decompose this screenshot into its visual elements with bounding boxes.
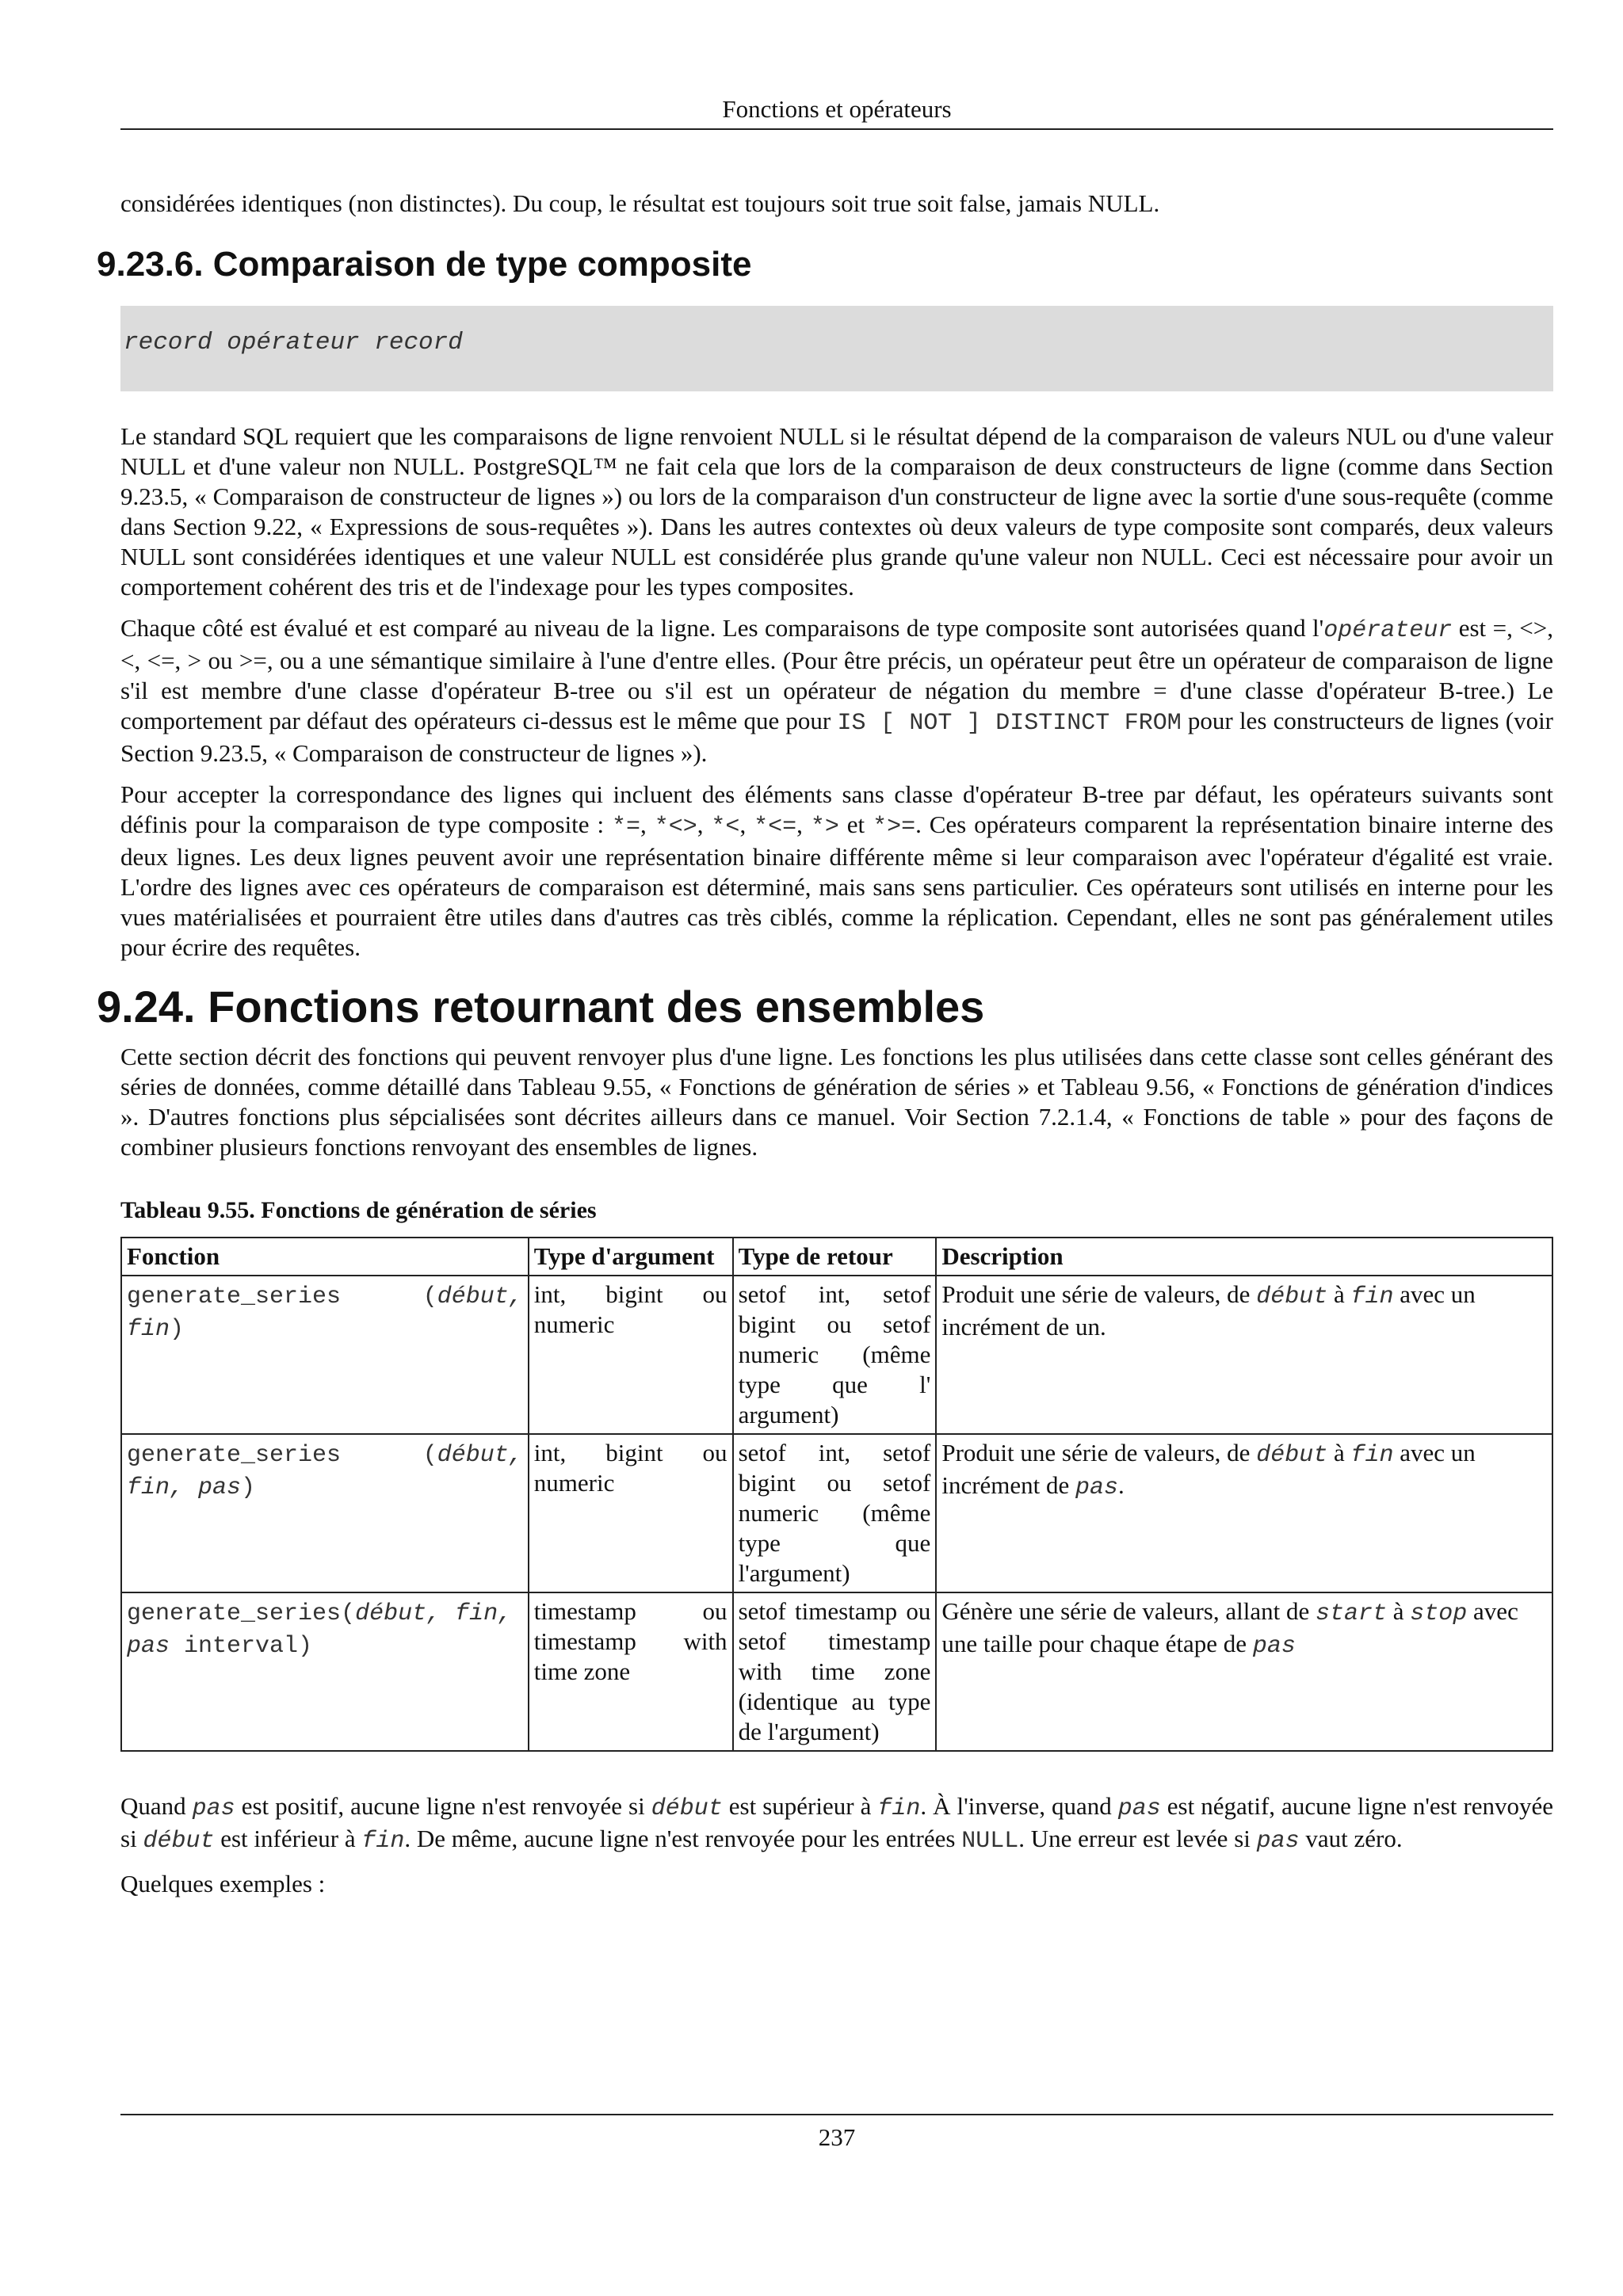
running-header: Fonctions et opérateurs xyxy=(722,95,952,123)
description-cell: Génère une série de valeurs, allant de start à stop avec une taille pour chaque étape de pas xyxy=(936,1592,1552,1751)
op-code: *<= xyxy=(754,814,797,841)
function-cell: generate_series(début, fin, pas interval) xyxy=(121,1592,529,1751)
synopsis-block: record opérateur record xyxy=(120,306,1553,391)
is-distinct-from-code: IS [ NOT ] DISTINCT FROM xyxy=(837,710,1182,737)
paragraph-composite-1: Le standard SQL requiert que les comparaisons de ligne renvoient NULL si le résultat dépend de la comparaison de valeurs NUL ou d'une valeur NULL et d'une valeur non NULL. PostgreSQL™ ne fait cela que lors de la comparaison de deux constructeurs de ligne (comme dans Section 9.23.5, « Comparaison de constructeur de lignes ») ou lors de la comparaison d'un constructeur de ligne avec la sortie d'une sous-requête (comme dans Section 9.22, « Expressions de sous-requêtes »). Dans les autres contextes où deux valeurs de type composite sont comparés, deux valeurs NULL sont considérées identiques et une valeur NULL est considérée plus grande qu'une valeur non NULL. Ceci est nécessaire pour avoir un comportement cohérent des tris et de l'indexage pour les types composites. xyxy=(120,422,1553,601)
table-row xyxy=(121,1434,1552,1592)
table-row xyxy=(121,1592,1552,1751)
arg-type-cell: timestamp ou timestamp with time zone xyxy=(529,1592,733,1751)
table-header-row xyxy=(121,1238,1552,1276)
table-row xyxy=(121,1276,1552,1434)
section-heading-9-23-6: 9.23.6. Comparaison de type composite xyxy=(97,245,752,284)
op-code: *> xyxy=(810,814,839,841)
header-cell: Type d'argument xyxy=(529,1238,733,1276)
function-cell: generate_series (début, fin) xyxy=(121,1276,529,1434)
header-rule xyxy=(120,128,1553,130)
return-type-cell: setof int, setof bigint ou setof numeric (même type que l'argument) xyxy=(733,1434,937,1592)
paragraph-after-table: Quand pas est positif, aucune ligne n'est renvoyée si début est supérieur à fin. À l'inverse, quand pas est négatif, aucune ligne n'est renvoyée si début est inférieur à fin. De même, aucune ligne n'est renvoyée pour les entrées NULL. Une erreur est levée si pas vaut zéro. xyxy=(120,1792,1553,1855)
page-number: 237 xyxy=(818,2123,856,2151)
paragraph-composite-2: Chaque côté est évalué et est comparé au niveau de la ligne. Les comparaisons de type composite sont autorisées quand l'opérateur est =, <>, <, <=, > ou >=, ou a une sémantique similaire à l'une d'entre elles. (Pour être précis, un opérateur peut être un opérateur de comparaison de ligne s'il est membre d'une classe d'opérateur B-tree ou s'il est un opérateur de négation du membre = d'une classe d'opérateur B-tree.) Le comportement par défaut des opérateurs ci-dessus est le même que pour IS [ NOT ] DISTINCT FROM pour les constructeurs de lignes (voir Section 9.23.5, « Comparaison de constructeur de lignes »). xyxy=(120,614,1554,767)
page-content xyxy=(97,189,1554,1899)
op-code: *<> xyxy=(654,814,697,841)
intro-line: considérées identiques (non distinctes). Du coup, le résultat est toujours soit true soit false, jamais NULL. xyxy=(120,189,1160,217)
arg-type-cell: int, bigint ou numeric xyxy=(529,1434,733,1592)
paragraph-set-returning: Cette section décrit des fonctions qui peuvent renvoyer plus d'une ligne. Les fonctions les plus utilisées dans cette classe sont celles générant des séries de données, comme détaillé dans Tableau 9.55, « Fonctions de génération de séries » et Tableau 9.56, « Fonctions de génération d'indices ». D'autres fonctions plus sépcialisées sont décrites ailleurs dans ce manuel. Voir Section 7.2.1.4, « Fonctions de table » pour des façons de combiner plusieurs fonctions renvoyant des ensembles de lignes. xyxy=(120,1043,1553,1161)
arg-type-cell: int, bigint ou numeric xyxy=(529,1276,733,1434)
paragraph-composite-3: Pour accepter la correspondance des lignes qui incluent des éléments sans classe d'opérateur B-tree par défaut, les opérateurs suivants sont définis pour la comparaison de type composite : *=, *<>, *<, *<=, *> et *>=. Ces opérateurs comparent la représentation binaire interne des deux lignes. Les deux lignes peuvent avoir une représentation binaire différente même si leur comparaison avec l'opérateur d'égalité est vraie. L'ordre des lignes avec ces opérateurs de comparaison est déterminé, mais sans sens particulier. Ces opérateurs sont utilisés en interne pour les vues matérialisées et pourraient être utiles dans d'autres cas très ciblés, comme la réplication. Cependant, elles ne sont pas généralement utiles pour écrire des requêtes. xyxy=(120,780,1554,961)
function-cell: generate_series (début, fin, pas) xyxy=(121,1434,529,1592)
header-cell: Type de retour xyxy=(733,1238,937,1276)
examples-label: Quelques exemples : xyxy=(120,1870,326,1897)
description-cell: Produit une série de valeurs, de début à fin avec un incrément de un. xyxy=(936,1276,1552,1434)
return-type-cell: setof int, setof bigint ou setof numeric (même type que l' argument) xyxy=(733,1276,937,1434)
op-code: *= xyxy=(612,814,641,841)
header-cell: Description xyxy=(936,1238,1552,1276)
op-code: *< xyxy=(711,814,740,841)
header-cell: Fonction xyxy=(121,1238,529,1276)
series-functions-table xyxy=(120,1237,1553,1752)
section-heading-9-24: 9.24. Fonctions retournant des ensembles xyxy=(97,982,985,1032)
footer-rule xyxy=(120,2114,1553,2115)
op-code: *>= xyxy=(873,814,916,841)
table-caption: Tableau 9.55. Fonctions de génération de séries xyxy=(120,1197,597,1223)
operator-param: opérateur xyxy=(1323,617,1453,644)
description-cell: Produit une série de valeurs, de début à fin avec un incrément de pas. xyxy=(936,1434,1552,1592)
return-type-cell: setof timestamp ou setof timestamp with time zone (identique au type de l'argument) xyxy=(733,1592,937,1751)
